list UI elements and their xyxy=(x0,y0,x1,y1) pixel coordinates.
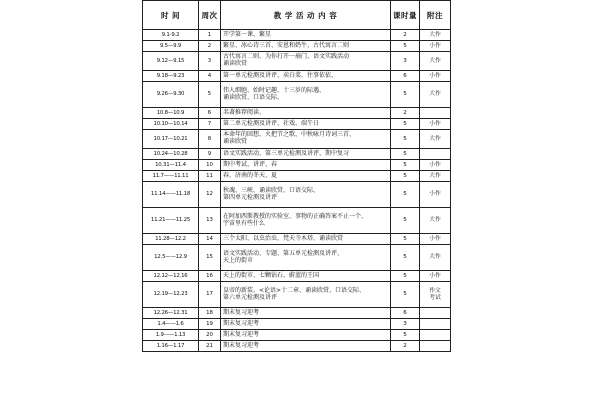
cell-content: 天上的街市、七颗钻石、蔚蓝的王国 xyxy=(221,271,391,282)
table-row xyxy=(143,108,451,119)
cell-week: 21 xyxy=(199,341,221,352)
cell-content: 开学第一课、繁星 xyxy=(221,30,391,41)
table-row xyxy=(143,182,451,208)
cell-hours: 5 xyxy=(391,149,420,160)
cell-content: 期末复习迎考 xyxy=(221,308,391,319)
cell-note: 大作 xyxy=(420,30,451,41)
cell-hours: 2 xyxy=(391,30,420,41)
cell-week: 4 xyxy=(199,71,221,82)
cell-note xyxy=(420,149,451,160)
cell-hours: 5 xyxy=(391,208,420,234)
cell-week: 5 xyxy=(199,82,221,108)
table-row xyxy=(143,41,451,52)
cell-content: 伟人细胞、始时记趣、十三岁的际遇、 诵读欣赏、口语交际、 xyxy=(221,82,391,108)
cell-week: 10 xyxy=(199,160,221,171)
cell-content: 繁星、冰心诗三首、安恩和奶牛、古代寓言二则 xyxy=(221,41,391,52)
cell-date: 9.12—9.15 xyxy=(143,52,199,71)
table-row xyxy=(143,71,451,82)
cell-hours: 5 xyxy=(391,41,420,52)
cell-week: 7 xyxy=(199,119,221,130)
cell-date: 12.26—12.31 xyxy=(143,308,199,319)
table-row xyxy=(143,330,451,341)
cell-date: 10.31—11.4 xyxy=(143,160,199,171)
cell-content: 期末复习迎考 xyxy=(221,319,391,330)
table-row xyxy=(143,119,451,130)
table-row xyxy=(143,282,451,308)
cell-note xyxy=(420,330,451,341)
cell-date: 1.16—1.17 xyxy=(143,341,199,352)
cell-week: 12 xyxy=(199,182,221,208)
schedule-sheet xyxy=(142,0,450,352)
header-week: 周次 xyxy=(199,1,221,30)
header-content: 教 学 活 动 内 容 xyxy=(221,1,391,30)
cell-note: 大作 xyxy=(420,245,451,271)
header-date: 时 间 xyxy=(143,1,199,30)
header-hours: 课时量 xyxy=(391,1,420,30)
cell-hours: 5 xyxy=(391,171,420,182)
cell-week: 15 xyxy=(199,245,221,271)
cell-note: 大作 xyxy=(420,82,451,108)
cell-week: 13 xyxy=(199,208,221,234)
cell-date: 1.4——1.6 xyxy=(143,319,199,330)
cell-week: 9 xyxy=(199,149,221,160)
cell-date: 9.1-9.2 xyxy=(143,30,199,41)
cell-hours: 5 xyxy=(391,234,420,245)
cell-date: 9.26—9.30 xyxy=(143,82,199,108)
table-row xyxy=(143,208,451,234)
cell-hours: 5 xyxy=(391,330,420,341)
cell-note: 小作 xyxy=(420,71,451,82)
cell-content: 皇帝的新装、<论语>十二章、诵读欣赏、口语交际、 第六单元检测及讲评 xyxy=(221,282,391,308)
cell-note: 作文 考试 xyxy=(420,282,451,308)
cell-note: 小作 xyxy=(420,182,451,208)
cell-content: 秋魂、三峡、诵读欣赏、口语交际、 第四单元检测及讲评 xyxy=(221,182,391,208)
cell-note xyxy=(420,319,451,330)
table-row xyxy=(143,52,451,71)
header-note: 附注 xyxy=(420,1,451,30)
cell-hours: 2 xyxy=(391,341,420,352)
cell-hours: 5 xyxy=(391,182,420,208)
cell-content: 本命年的回想、火把节之歌、中秋咏月诗词三首、 诵读欣赏 xyxy=(221,130,391,149)
cell-content: 第一单元检测及讲评、卖白菜、往事依依、 xyxy=(221,71,391,82)
cell-date: 12.12—12.16 xyxy=(143,271,199,282)
cell-week: 11 xyxy=(199,171,221,182)
cell-week: 17 xyxy=(199,282,221,308)
table-row xyxy=(143,82,451,108)
table-header-row xyxy=(143,1,451,30)
cell-note: 大作 xyxy=(420,52,451,71)
cell-week: 16 xyxy=(199,271,221,282)
cell-date: 10.24—10.28 xyxy=(143,149,199,160)
cell-hours: 5 xyxy=(391,282,420,308)
cell-hours: 5 xyxy=(391,245,420,271)
cell-content: 在阿加西斯教授的实验室、事物的正确答案不止一个、 宇宙里有些什么 xyxy=(221,208,391,234)
cell-content: 名著推荐阅读、 xyxy=(221,108,391,119)
cell-week: 6 xyxy=(199,108,221,119)
table-row xyxy=(143,341,451,352)
cell-week: 8 xyxy=(199,130,221,149)
cell-content: 古代寓言二则、为你打开一扇门、语文实践活动 诵读欣赏 xyxy=(221,52,391,71)
cell-hours: 3 xyxy=(391,319,420,330)
cell-week: 14 xyxy=(199,234,221,245)
cell-date: 11.14——11.18 xyxy=(143,182,199,208)
table-row xyxy=(143,245,451,271)
cell-date: 9.18—9.23 xyxy=(143,71,199,82)
cell-hours: 5 xyxy=(391,130,420,149)
cell-note: 大作 xyxy=(420,171,451,182)
cell-content: 三个太阳、以虫治虫、梵天寺木塔、诵读欣赏 xyxy=(221,234,391,245)
table-row xyxy=(143,30,451,41)
cell-date: 11.28—12.2 xyxy=(143,234,199,245)
cell-content: 春、济南的冬天、夏 xyxy=(221,171,391,182)
cell-content: 期末复习迎考 xyxy=(221,330,391,341)
table-row xyxy=(143,149,451,160)
cell-note xyxy=(420,341,451,352)
cell-hours: 3 xyxy=(391,52,420,71)
table-row xyxy=(143,271,451,282)
cell-content: 语文实践活动、专题、第五单元检测及讲评、 天上的街市 xyxy=(221,245,391,271)
cell-date: 11.21——11.25 xyxy=(143,208,199,234)
cell-hours: 5 xyxy=(391,271,420,282)
cell-content: 第二单元检测及讲评、社戏、端午日 xyxy=(221,119,391,130)
table-row xyxy=(143,308,451,319)
table-row xyxy=(143,130,451,149)
cell-date: 10.17—10.21 xyxy=(143,130,199,149)
cell-note: 大作 xyxy=(420,208,451,234)
cell-note: 大作 xyxy=(420,130,451,149)
table-body xyxy=(143,30,451,352)
cell-note: 小作 xyxy=(420,234,451,245)
cell-date: 12.19—12.23 xyxy=(143,282,199,308)
cell-hours: 5 xyxy=(391,82,420,108)
cell-hours: 6 xyxy=(391,71,420,82)
cell-week: 20 xyxy=(199,330,221,341)
cell-hours: 2 xyxy=(391,108,420,119)
cell-note: 小作 xyxy=(420,160,451,171)
cell-hours: 6 xyxy=(391,308,420,319)
cell-note: 小作 xyxy=(420,119,451,130)
cell-note: 小作 xyxy=(420,41,451,52)
table-row xyxy=(143,319,451,330)
cell-content: 期末复习迎考 xyxy=(221,341,391,352)
cell-note: 小作 xyxy=(420,271,451,282)
cell-week: 18 xyxy=(199,308,221,319)
cell-date: 10.10—10.14 xyxy=(143,119,199,130)
cell-note xyxy=(420,308,451,319)
cell-week: 3 xyxy=(199,52,221,71)
table-row xyxy=(143,234,451,245)
cell-week: 1 xyxy=(199,30,221,41)
cell-content: 语文实践活动、第三单元检测及讲评、期中复习 xyxy=(221,149,391,160)
cell-week: 19 xyxy=(199,319,221,330)
cell-date: 12.5——12.9 xyxy=(143,245,199,271)
cell-date: 10.8—10.9 xyxy=(143,108,199,119)
cell-note xyxy=(420,108,451,119)
cell-hours: 5 xyxy=(391,119,420,130)
cell-week: 2 xyxy=(199,41,221,52)
cell-date: 1.9——1.13 xyxy=(143,330,199,341)
teaching-schedule-table xyxy=(142,0,451,352)
cell-content: 期中考试、讲评、春 xyxy=(221,160,391,171)
table-row xyxy=(143,171,451,182)
cell-date: 11.7——11.11 xyxy=(143,171,199,182)
cell-date: 9.5—9.9 xyxy=(143,41,199,52)
table-row xyxy=(143,160,451,171)
cell-hours: 5 xyxy=(391,160,420,171)
